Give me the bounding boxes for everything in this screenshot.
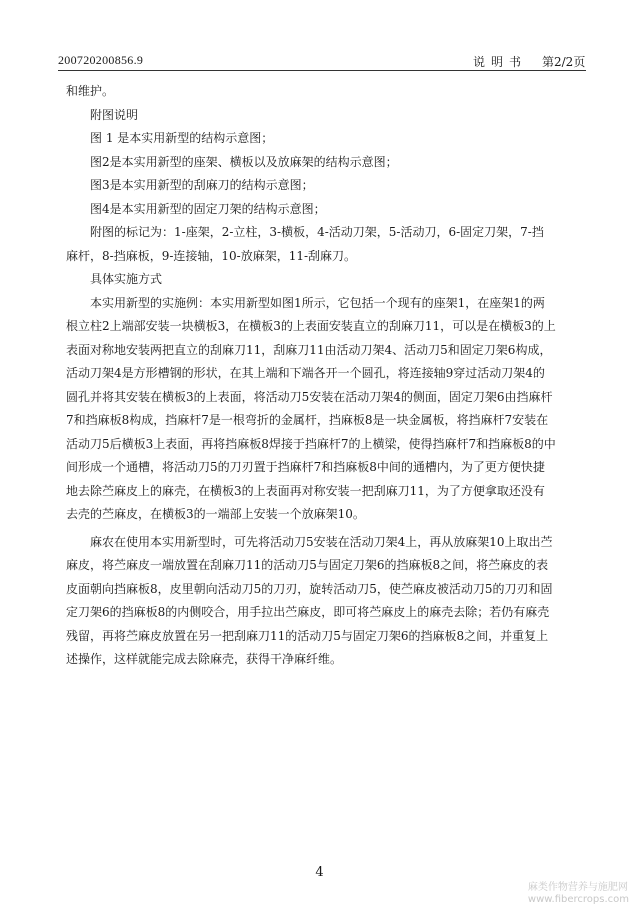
application-number: 200720200856.9 xyxy=(58,53,144,67)
body-line: 麻农在使用本实用新型时，可先将活动刀5安装在活动刀架4上，再从放麻架10上取出苎 xyxy=(90,534,553,549)
figure-caption: 图3是本实用新型的刮麻刀的结构示意图； xyxy=(90,178,314,192)
body-line: 麻皮，将苎麻皮一端放置在刮麻刀11的活动刀5与固定刀架6的挡麻板8之间，将苎麻皮的表 xyxy=(66,558,549,572)
body-line: 定刀架6的挡麻板8的内侧咬合，用手拉出苎麻皮，即可将苎麻皮上的麻壳去除；若仍有麻壳 xyxy=(66,605,550,619)
document-body xyxy=(66,80,586,672)
body-line: 地去除苎麻皮上的麻壳，在横板3的上表面再对称安装一把刮麻刀11，为了方便拿取还没有 xyxy=(66,483,545,498)
page-header xyxy=(0,0,639,70)
section-heading-embodiment: 具体实施方式 xyxy=(90,272,163,286)
page-label: 第2/2页 xyxy=(542,55,586,69)
body-line: 述操作，这样就能完成去除麻壳，获得干净麻纤维。 xyxy=(66,652,343,666)
body-line: 7和挡麻板8构成，挡麻杆7是一根弯折的金属杆，挡麻板8是一块金属板，将挡麻杆7安装在 xyxy=(66,413,549,427)
body-line: 活动刀架4是方形槽钢的形状，在其上端和下端各开一个圆孔，将连接轴9穿过活动刀架4的 xyxy=(66,366,545,380)
section-heading-figures: 附图说明 xyxy=(90,107,139,122)
body-line: 活动刀5后横板3上表面，再将挡麻板8焊接于挡麻杆7的上横梁，使得挡麻杆7和挡麻板8的中 xyxy=(66,436,556,451)
header-divider xyxy=(58,70,586,71)
figure-caption: 图 1 是本实用新型的结构示意图； xyxy=(90,131,274,145)
page-number: 4 xyxy=(315,865,324,880)
watermark xyxy=(528,882,629,906)
body-line: 皮面朝向挡麻板8，皮里朝向活动刀5的刀刃，旋转活动刀5，使苎麻皮被活动刀5的刀刃和固 xyxy=(66,581,553,596)
body-line: 麻杆，8-挡麻板，9-连接轴，10-放麻架，11-刮麻刀。 xyxy=(66,248,357,263)
body-line: 根立柱2上端部安装一块横板3，在横板3的上表面安装直立的刮麻刀11，可以是在横板3的上 xyxy=(66,319,556,333)
body-line: 表面对称地安装两把直立的刮麻刀11，刮麻刀11由活动刀架4、活动刀5和固定刀架6构成， xyxy=(66,342,552,357)
figure-caption: 图4是本实用新型的固定刀架的结构示意图； xyxy=(90,201,326,216)
body-line: 圆孔并将其安装在横板3的上表面，将活动刀5安装在活动刀架4的侧面，固定刀架6由挡麻杆 xyxy=(66,389,553,404)
body-line: 残留，再将苎麻皮放置在另一把刮麻刀11的活动刀5与固定刀架6的挡麻板8之间，并重复上 xyxy=(66,628,549,643)
body-line: 去壳的苎麻皮，在横板3的一端部上安装一个放麻架10。 xyxy=(66,507,365,521)
document-type: 说明书 xyxy=(473,55,528,69)
watermark-url: www.fibercrops.com xyxy=(527,894,629,905)
watermark-title: 麻类作物营养与施肥网 xyxy=(527,882,628,893)
figure-caption: 图2是本实用新型的座架、横板以及放麻架的结构示意图； xyxy=(90,154,398,169)
body-line: 本实用新型的实施例：本实用新型如图1所示，它包括一个现有的座架1，在座架1的两 xyxy=(90,295,545,310)
body-line: 间形成一个通槽，将活动刀5的刀刃置于挡麻杆7和挡麻板8中间的通槽内，为了更方便快捷 xyxy=(66,460,545,474)
body-line: 附图的标记为：1-座架，2-立柱，3-横板，4-活动刀架，5-活动刀，6-固定刀架，7-挡 xyxy=(90,225,544,239)
body-line: 和维护。 xyxy=(66,84,115,98)
